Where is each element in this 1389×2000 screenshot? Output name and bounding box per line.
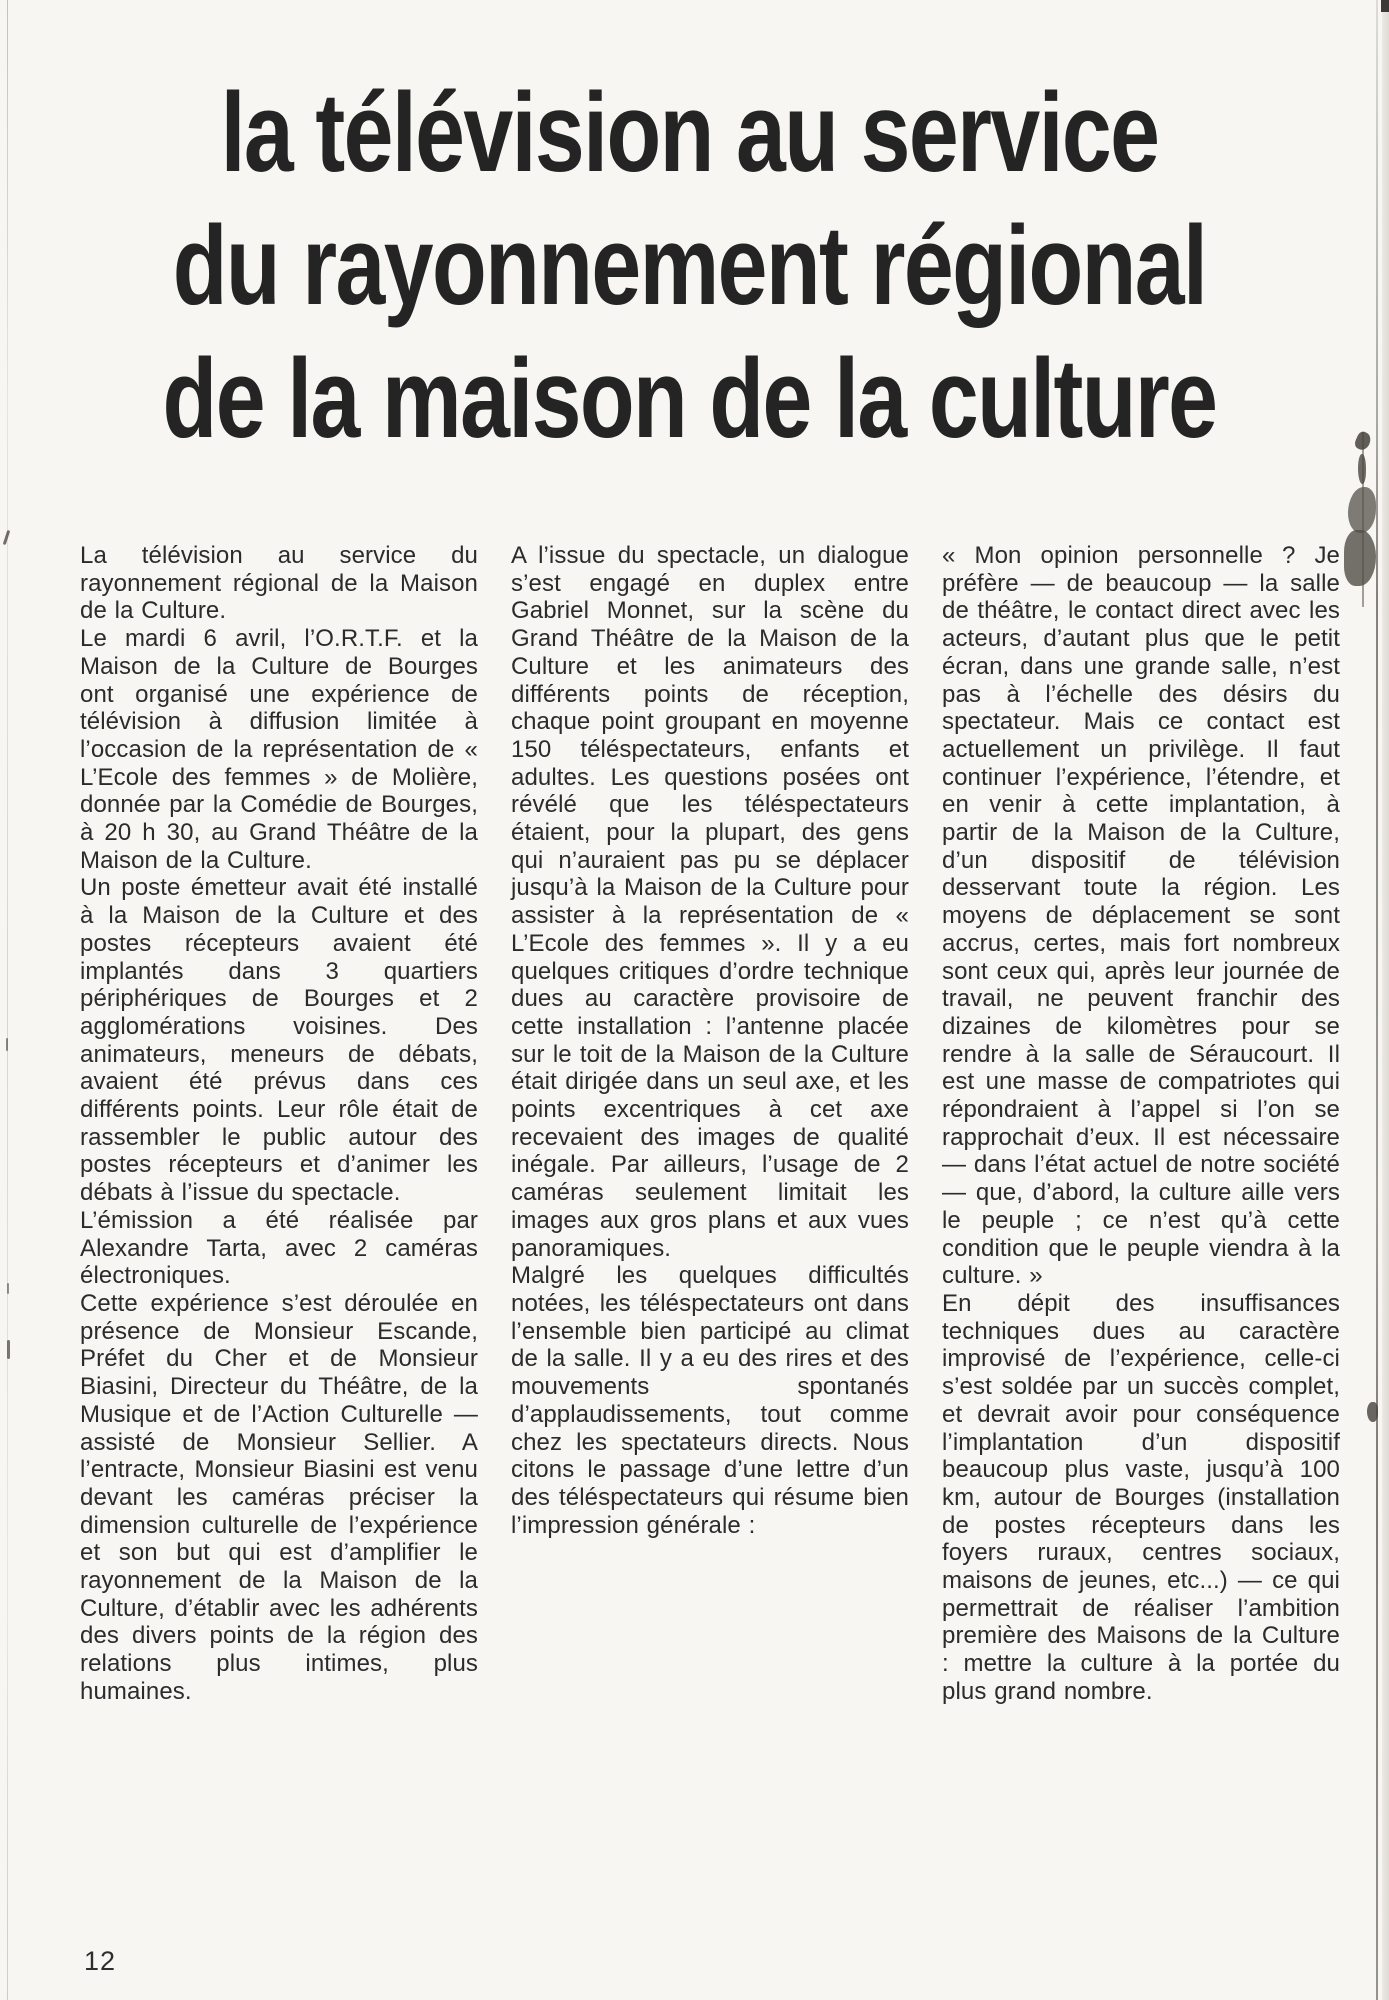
scan-edge-line-right [1376,0,1378,2000]
article-body [80,542,1340,1706]
paragraph: La télévision au service du rayonnement régional de la Maison de la Culture. [80,542,478,625]
paragraph: « Mon opinion personnelle ? Je préfère — de beaucoup — la salle de théâtre, le contact direct avec les acteurs, d’autant plus que le petit écran, dans une grande salle, n’est pas à l’échelle des désirs du spectateur. Mais ce contact est actuellement un privilège. Il faut continuer l’expérience, l’étendre, et en venir à cette implantation, à partir de la Maison de la Culture, d’un dispositif de télévision desservant toute la région. Les moyens de déplacement se sont accrus, certes, mais fort nombreux sont ceux qui, après leur journée de travail, ne peuvent franchir des dizaines de kilomètres pour se rendre à la salle de Séraucourt. Il est une masse de compatriotes qui répondraient à l’appel si l’on se rapprochait d’eux. Il est nécessaire — dans l’état actuel de notre société — que, d’abord, la culture aille vers le peuple ; ce n’est qu’à cette condition que le peuple viendra à la culture. » [942,542,1340,1290]
paragraph: Le mardi 6 avril, l’O.R.T.F. et la Maison de la Culture de Bourges ont organisé une expérience de télévision à diffusion limitée à l’occasion de la représentation de « L’Ecole des femmes » de Molière, donnée par la Comédie de Bourges, à 20 h 30, au Grand Théâtre de la Maison de la Culture. [80,625,478,874]
page-number: 12 [84,1946,117,1976]
paragraph: L’émission a été réalisée par Alexandre Tarta, avec 2 caméras électroniques. [80,1206,478,1290]
ink-smudge-spot [1358,454,1366,484]
scan-corner-mark [1381,0,1389,12]
paragraph: Malgré les quelques difficultés notées, les téléspectateurs ont dans l’ensemble bien participé au climat de la salle. Il y a eu des rires et des mouvements spontanés d’applaudissements, tout comme chez les spectateurs directs. Nous citons le passage d’une lettre d’un des téléspectateurs qui résume bien l’impression générale : [511,1262,909,1539]
column-3 [942,542,1340,1706]
headline-line-2: du rayonnement régional [172,203,1207,328]
scan-edge-shadow-right [1382,0,1389,2000]
paragraph: En dépit des insuffisances techniques dues au caractère improvisé de l’expérience, celle-ci s’est soldée par un succès complet, et devrait avoir pour conséquence l’implantation d’un dispositif beaucoup plus vaste, jusqu’à 100 km, autour de Bourges (installation de postes récepteurs dans les foyers ruraux, centres sociaux, maisons de jeunes, etc...) — ce qui permettrait de réaliser l’ambition première des Maisons de la Culture : mettre la culture à la portée du plus grand nombre. [942,1289,1340,1705]
column-2 [511,542,909,1706]
paragraph: Cette expérience s’est déroulée en présence de Monsieur Escande, Préfet du Cher et de Monsieur Biasini, Directeur du Théâtre, de la Musique et de l’Action Culturelle — assisté de Monsieur Sellier. A l’entracte, Monsieur Biasini est venu devant les caméras préciser la dimension culturelle de l’expérience et son but qui est d’amplifier le rayonnement de la Maison de la Culture, d’établir avec les adhérents des divers points de la région des relations plus intimes, plus humaines. [80,1289,478,1705]
column-1 [80,542,478,1706]
headline-line-1: la télévision au service [220,70,1159,195]
scan-tick-mark [7,1283,9,1294]
scan-tick-mark [7,1340,10,1359]
headline-line-3: de la maison de la culture [162,336,1217,461]
ink-smudge [1348,432,1382,612]
ink-smudge-spot [1353,430,1373,452]
paragraph: Un poste émetteur avait été installé à la Maison de la Culture et des postes récepteurs avaient été implantés dans 3 quartiers périphériques de Bourges et 2 agglomérations voisines. Des animateurs, meneurs de débats, avaient été prévus dans ces différents points. Leur rôle était de rassembler le public autour des postes récepteurs et d’animer les débats à l’issue du spectacle. [80,874,478,1207]
ink-smudge-spot [1348,487,1376,533]
ink-smudge-spot [1344,530,1376,586]
paragraph: A l’issue du spectacle, un dialogue s’est engagé en duplex entre Gabriel Monnet, sur la scène du Grand Théâtre de la Maison de la Culture et les animateurs des différents points de réception, chaque point groupant en moyenne 150 téléspectateurs, enfants et adultes. Les questions posées ont révélé que les téléspectateurs étaient, pour la plupart, des gens qui n’auraient pas pu se déplacer jusqu’à la Maison de la Culture pour assister à la représentation de « L’Ecole des femmes ». Il y a eu quelques critiques d’ordre technique dues au caractère provisoire de cette installation : l’antenne placée sur le toit de la Maison de la Culture était dirigée dans un seul axe, et les points excentriques à cet axe recevaient des images de qualité inégale. Par ailleurs, l’usage de 2 caméras seulement limitait les images aux gros plans et aux vues panoramiques. [511,542,909,1262]
ink-spot [1367,1402,1378,1422]
scan-edge-line-left [7,0,8,2000]
article-headline [0,66,1379,465]
scan-tick-mark [6,1038,8,1051]
